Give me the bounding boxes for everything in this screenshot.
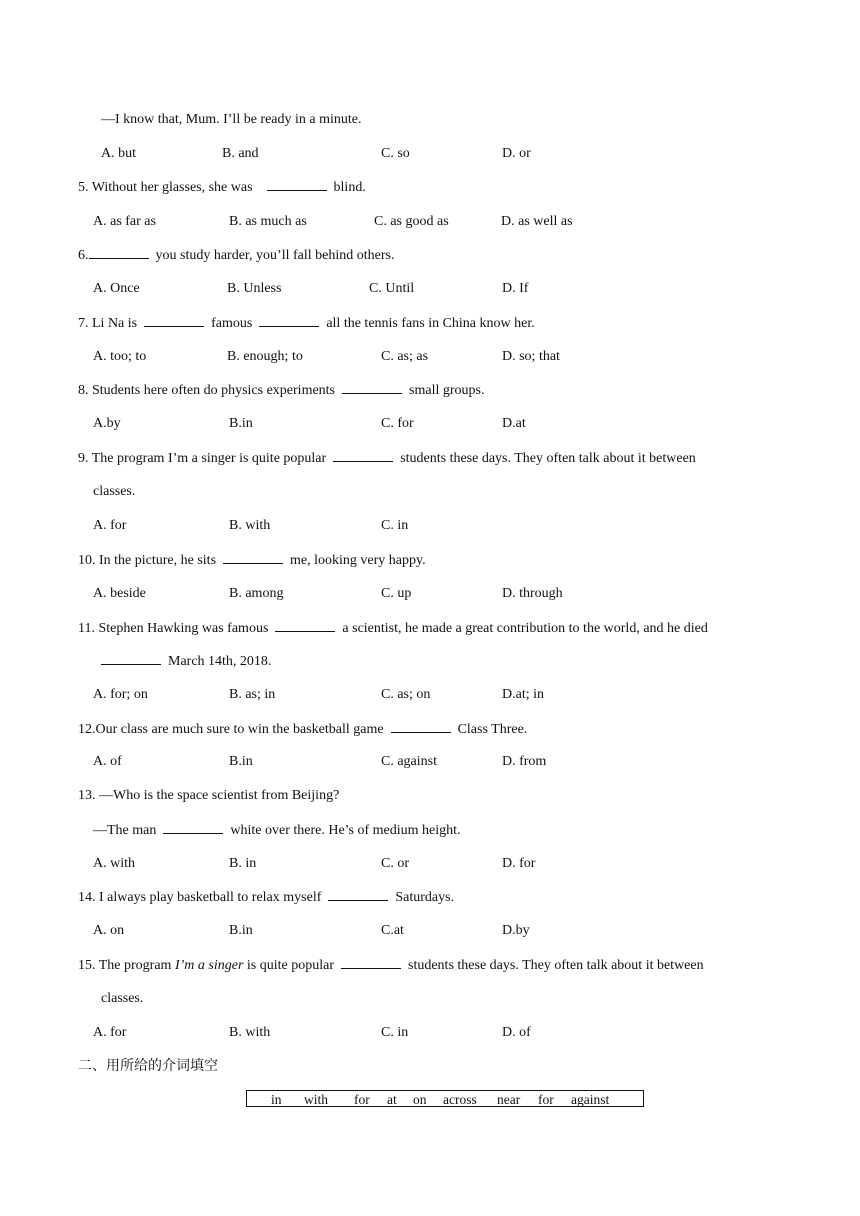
q11-option-d: D.at; in (502, 687, 544, 702)
q11-stem (78, 619, 708, 638)
q15-stem (78, 956, 704, 975)
q12-option-c: C. against (381, 754, 437, 769)
q7-text-post: all the tennis fans in China know her. (326, 316, 535, 331)
q12-option-a: A. of (93, 754, 122, 769)
q12-option-d: D. from (502, 754, 547, 769)
q10-option-a: A. beside (93, 586, 146, 601)
q5-option-a: A. as far as (93, 214, 156, 229)
q9-blank (333, 449, 393, 462)
q15-text-pre: 15. The program (78, 958, 172, 973)
q5-option-c: C. as good as (374, 214, 449, 229)
q5-text-pre: 5. Without her glasses, she was (78, 180, 253, 195)
q14-stem (78, 888, 454, 907)
word-bank-item: against (571, 1092, 610, 1107)
word-bank-item: at (387, 1092, 397, 1107)
word-bank-item: for (354, 1092, 370, 1107)
q11-text-post: a scientist, he made a great contribution to the world, and he died (342, 621, 708, 636)
q14-option-a: A. on (93, 923, 125, 938)
q14-option-b: B.in (229, 923, 253, 938)
q10-option-d: D. through (502, 586, 563, 601)
q10-option-c: C. up (381, 586, 412, 601)
q15-stem-cont: classes. (101, 991, 144, 1006)
q7-option-a: A. too; to (93, 349, 147, 364)
section-2-title: 二、用所给的介词填空 (78, 1058, 218, 1074)
q9-stem (78, 449, 696, 468)
q15-option-d: D. of (502, 1025, 531, 1040)
q6-option-b: B. Unless (227, 281, 282, 296)
q14-blank (328, 888, 388, 901)
q13-text-pre: —The man (93, 823, 157, 838)
q7-blank-1 (144, 314, 204, 327)
q5-text-post: blind. (333, 180, 366, 195)
q4-option-a: A. but (101, 146, 136, 161)
word-bank-item: on (413, 1092, 427, 1107)
word-bank-item: with (304, 1092, 329, 1107)
q9-option-a: A. for (93, 518, 127, 533)
q15-option-c: C. in (381, 1025, 409, 1040)
q8-stem (78, 381, 484, 400)
q6-option-a: A. Once (93, 281, 140, 296)
q15-option-a: A. for (93, 1025, 127, 1040)
q9-text-pre: 9. The program I’m a singer is quite popular (78, 451, 327, 466)
q13-option-c: C. or (381, 856, 409, 871)
q11-stem-cont (101, 652, 271, 671)
q4-response: —I know that, Mum. I’ll be ready in a minute. (101, 112, 362, 127)
word-bank-item: across (443, 1092, 477, 1107)
q6-text-pre: 6. (78, 248, 89, 263)
q7-option-c: C. as; as (381, 349, 429, 364)
q9-stem-cont: classes. (93, 484, 136, 499)
q15-blank (341, 956, 401, 969)
q7-stem (78, 314, 535, 333)
word-bank-item: for (538, 1092, 554, 1107)
q6-option-d: D. If (502, 281, 529, 296)
q8-option-a: A.by (93, 416, 121, 431)
q13-option-b: B. in (229, 856, 257, 871)
q5-option-d: D. as well as (501, 214, 573, 229)
q13-question: 13. —Who is the space scientist from Beijing? (78, 788, 340, 803)
q13-text-post: white over there. He’s of medium height. (230, 823, 461, 838)
q7-text-pre: 7. Li Na is (78, 316, 138, 331)
q5-option-b: B. as much as (229, 214, 307, 229)
q10-stem (78, 551, 426, 570)
q11-text-pre: 11. Stephen Hawking was famous (78, 621, 269, 636)
q15-program-title: I’m a singer (174, 958, 244, 973)
q4-option-d: D. or (502, 146, 531, 161)
q10-text-pre: 10. In the picture, he sits (78, 553, 217, 568)
q7-option-d: D. so; that (502, 349, 560, 364)
q9-text-post: students these days. They often talk about it between (400, 451, 696, 466)
q4-option-c: C. so (381, 146, 410, 161)
q9-option-c: C. in (381, 518, 409, 533)
q11-option-b: B. as; in (229, 687, 276, 702)
q11-option-c: C. as; on (381, 687, 431, 702)
q10-option-b: B. among (229, 586, 284, 601)
q14-text-post: Saturdays. (395, 890, 455, 905)
q13-option-a: A. with (93, 856, 135, 871)
q6-stem (78, 246, 394, 265)
q14-option-c: C.at (381, 923, 404, 938)
q12-text-post: Class Three. (457, 722, 528, 737)
q15-text-mid: is quite popular (246, 958, 334, 973)
q5-stem (78, 178, 366, 197)
q15-option-b: B. with (229, 1025, 271, 1040)
q10-text-post: me, looking very happy. (290, 553, 426, 568)
q13-blank (163, 821, 223, 834)
q14-text-pre: 14. I always play basketball to relax myself (78, 890, 322, 905)
q6-option-c: C. Until (369, 281, 415, 296)
q7-text-mid: famous (211, 316, 253, 331)
q8-option-b: B.in (229, 416, 253, 431)
q12-blank (391, 720, 451, 733)
q13-stem (93, 821, 461, 840)
q15-text-post: students these days. They often talk about it between (408, 958, 704, 973)
q10-blank (223, 551, 283, 564)
q13-option-d: D. for (502, 856, 536, 871)
q14-option-d: D.by (502, 923, 530, 938)
q12-stem (78, 720, 527, 739)
q12-option-b: B.in (229, 754, 253, 769)
q7-blank-2 (259, 314, 319, 327)
q8-option-c: C. for (381, 416, 414, 431)
q8-text-post: small groups. (409, 383, 485, 398)
word-bank-box (246, 1090, 644, 1107)
q11-option-a: A. for; on (93, 687, 148, 702)
q4-option-b: B. and (222, 146, 259, 161)
q6-text-post: you study harder, you’ll fall behind others. (155, 248, 395, 263)
q7-option-b: B. enough; to (227, 349, 303, 364)
word-bank-item: near (497, 1092, 521, 1107)
q11-text-cont: March 14th, 2018. (168, 654, 272, 669)
q5-blank (267, 178, 327, 191)
q11-blank-2 (101, 652, 161, 665)
q8-blank (342, 381, 402, 394)
word-bank-item: in (271, 1092, 282, 1107)
q8-option-d: D.at (502, 416, 526, 431)
q6-blank (89, 246, 149, 259)
q8-text-pre: 8. Students here often do physics experiments (78, 383, 336, 398)
q11-blank-1 (275, 619, 335, 632)
q9-option-b: B. with (229, 518, 271, 533)
q12-text-pre: 12.Our class are much sure to win the basketball game (78, 722, 384, 737)
